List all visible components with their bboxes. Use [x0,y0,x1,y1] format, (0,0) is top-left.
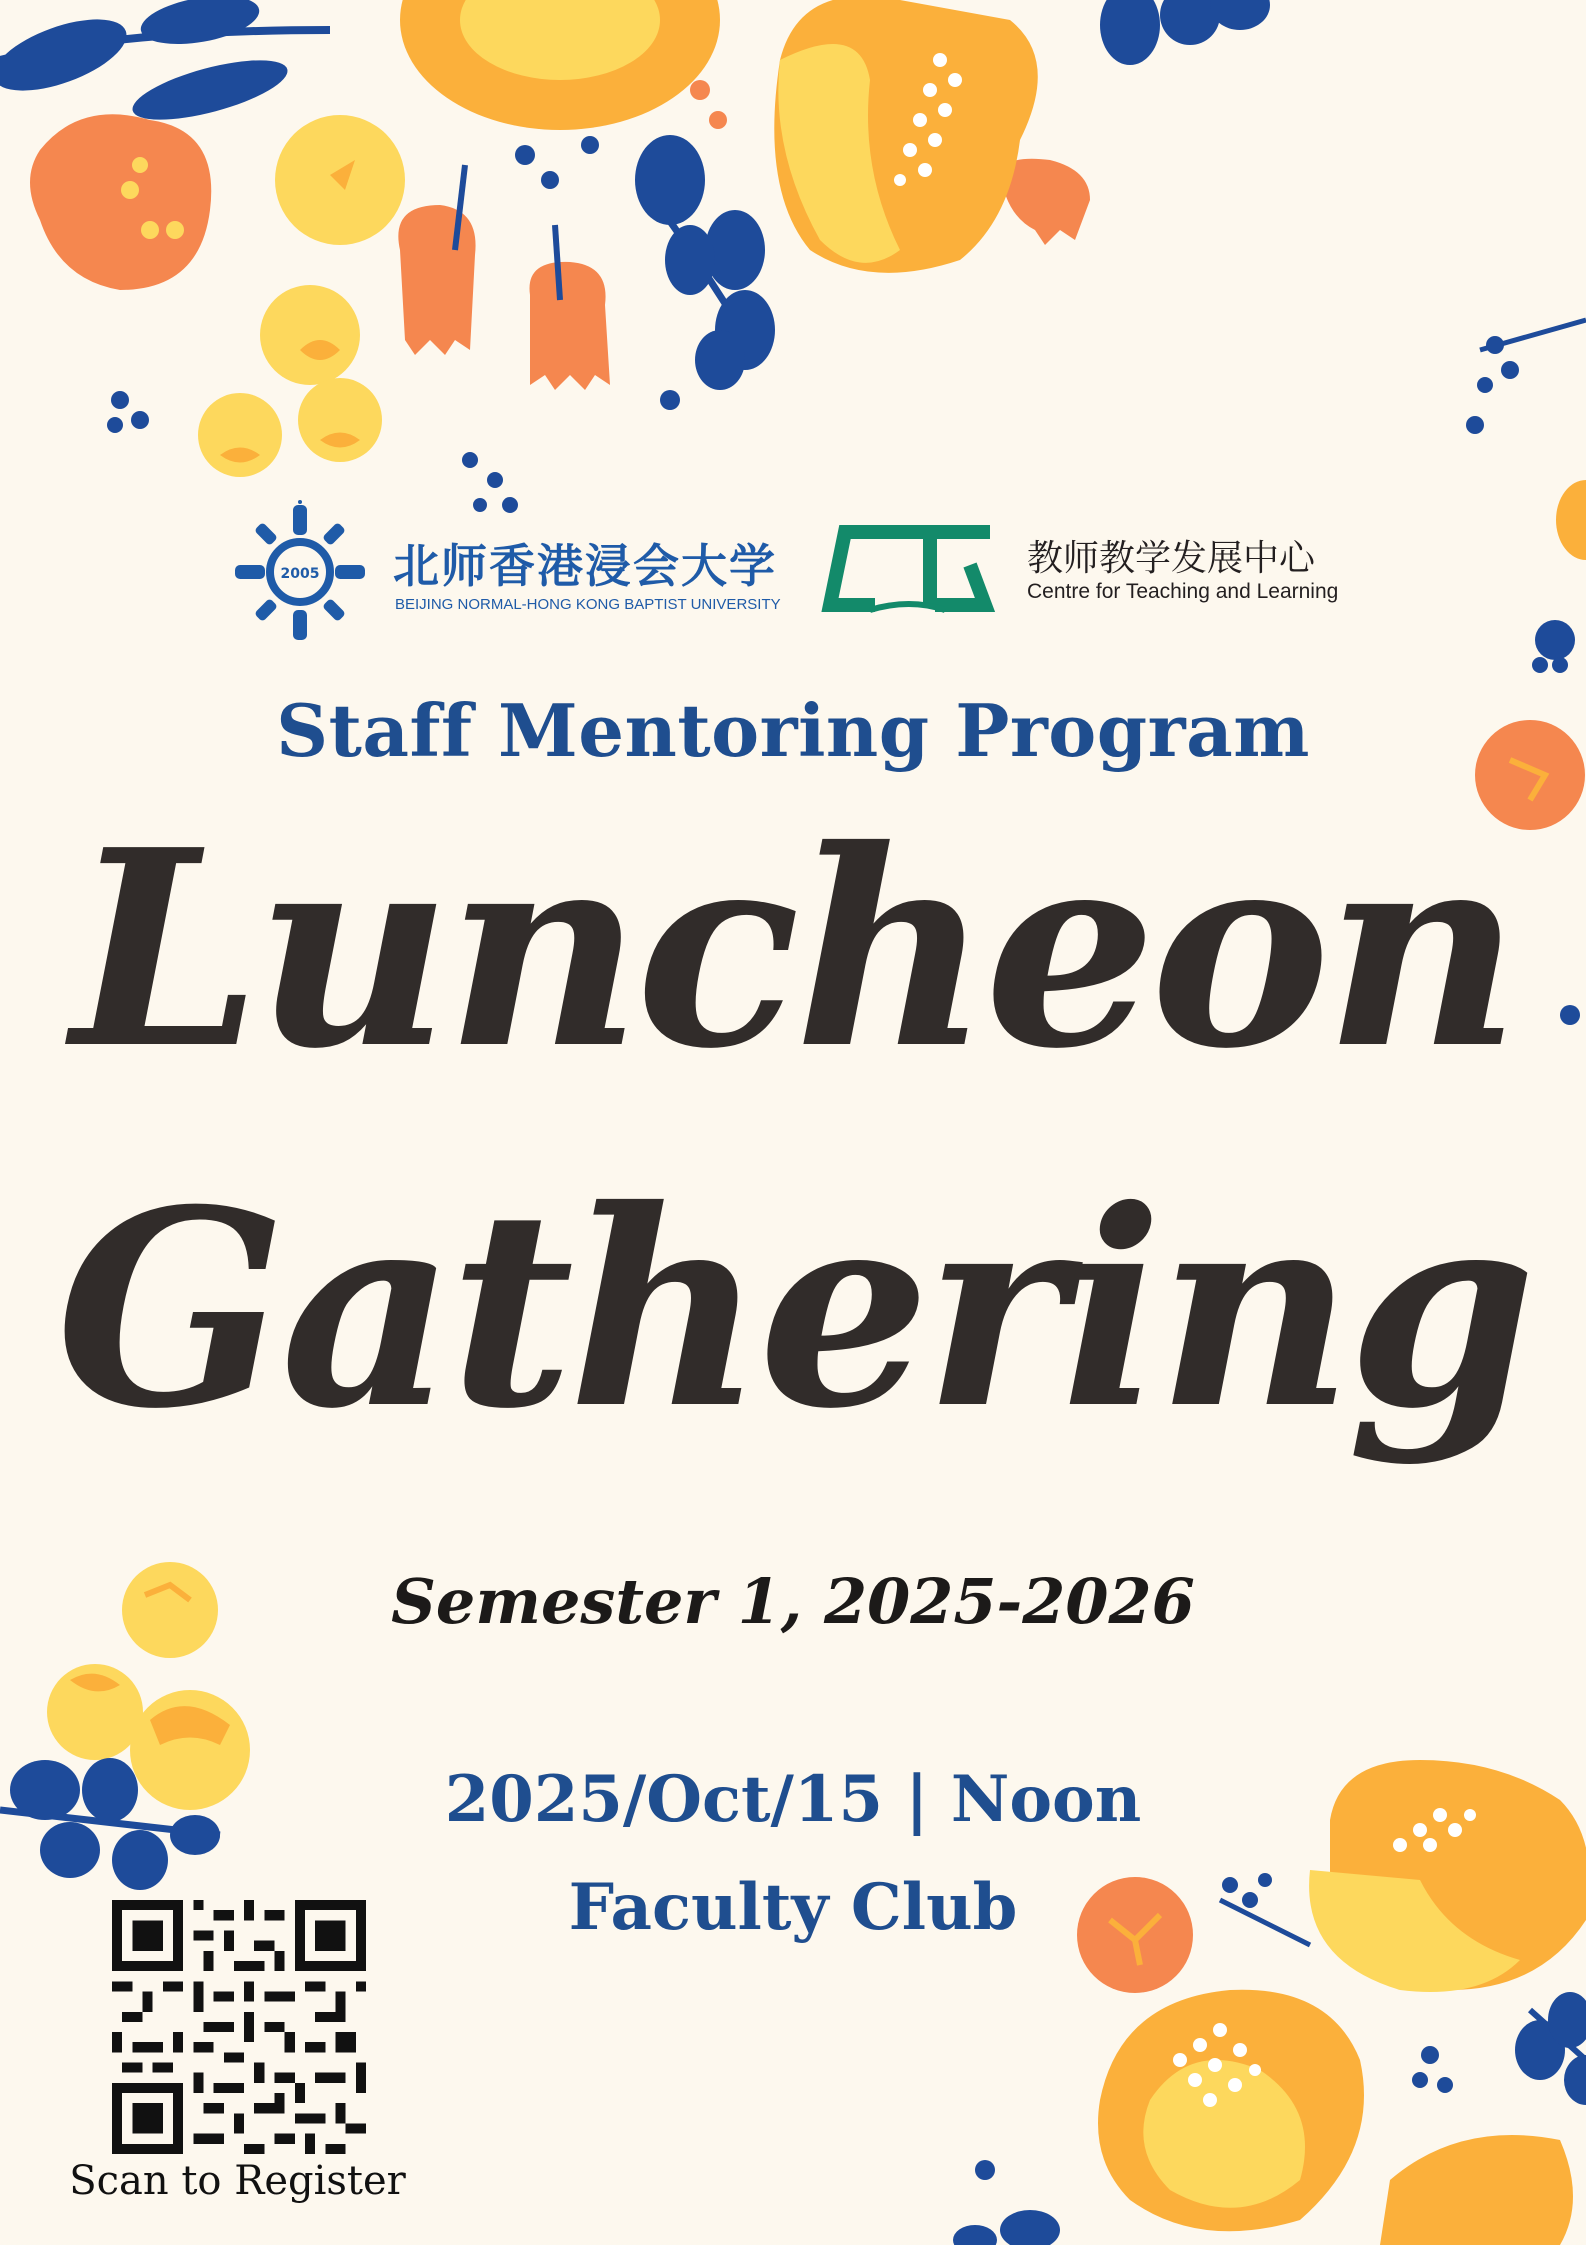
amber-flower-top [400,0,720,130]
leaf-sprig-top-left [0,0,330,132]
semester-label: Semester 1, 2025-2026 [391,1565,1195,1638]
leaf-branch-top-center [635,135,775,410]
yellow-flower-top-right [774,0,1037,273]
university-name-cn: 北师香港浸会大学 [393,539,777,593]
ctl-logo-icon [820,520,1000,620]
event-venue: Faculty Club [568,1870,1018,1945]
university-name-en: BEIJING NORMAL-HONG KONG BAPTIST UNIVERSITY [395,596,781,613]
orange-dots-top [690,80,727,129]
leaf-cluster-top-right [1100,0,1270,65]
orange-flower-top-left [30,114,211,290]
centre-name-en: Centre for Teaching and Learning [1027,580,1339,603]
event-title-line-1: Luncheon [71,790,1515,1108]
qr-caption: Scan to Register [69,2158,406,2204]
centre-name-cn: 教师教学发展中心 [1027,538,1316,579]
university-logo-icon [235,500,365,645]
program-title: Staff Mentoring Program [276,688,1310,773]
registration-qr-code[interactable] [112,1900,366,2154]
university-logo-year: 2005 [280,566,320,582]
event-date-time: 2025/Oct/15 | Noon [444,1762,1142,1837]
yellow-round-flowers-top-left [198,115,405,477]
event-title-line-2: Gathering [55,1150,1531,1468]
logo-bar [235,500,1355,650]
